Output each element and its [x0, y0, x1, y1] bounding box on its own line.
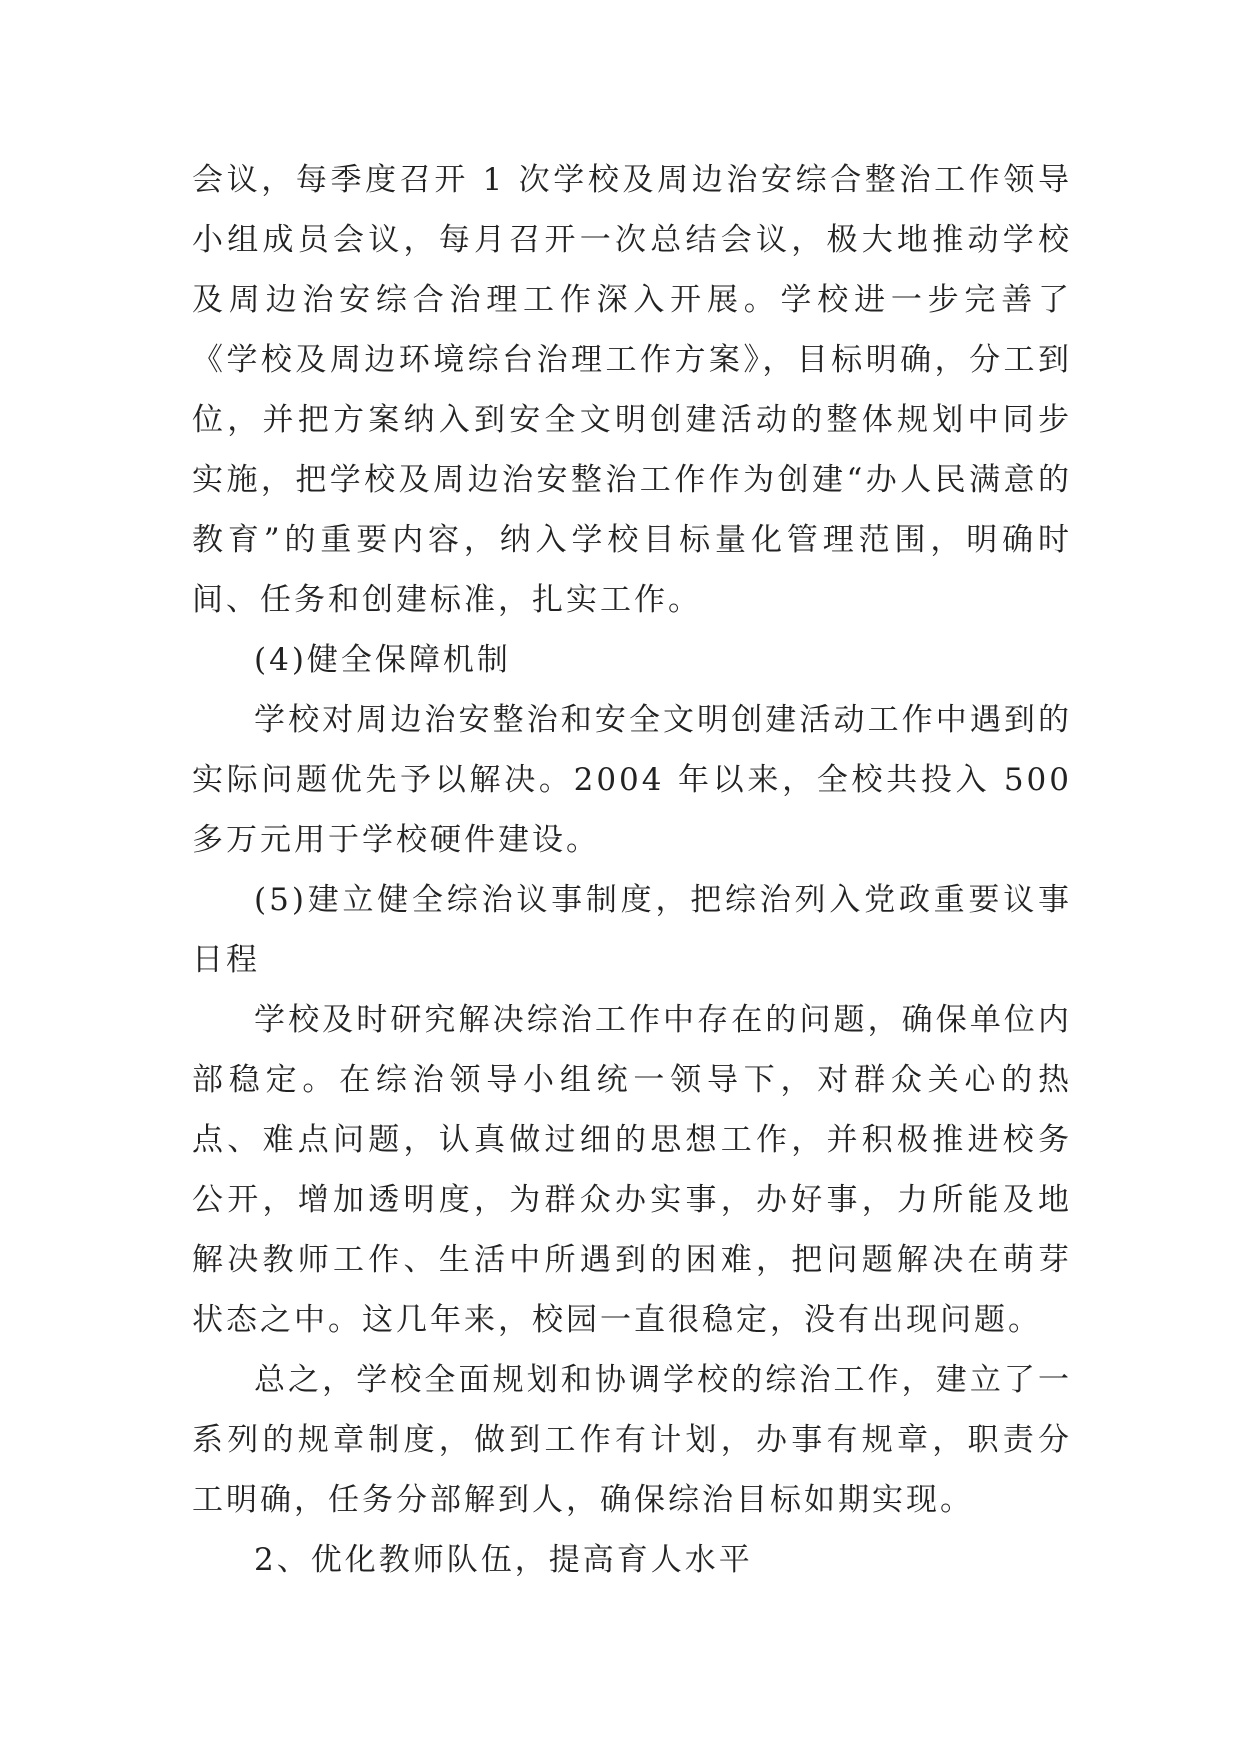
paragraph-meeting-schedule: 会议，每季度召开 1 次学校及周边治安综合整治工作领导小组成员会议，每月召开一次总结会议，极大地推动学校及周边治安综合治理工作深入开展。学校进一步完善了《学校及周边环境综台治理工作方案》，目标明确，分工到位，并把方案纳入到安全文明创建活动的整体规划中同步实施，把学校及周边治安整治工作作为创建“办人民满意的教育”的重要内容，纳入学校目标量化管理范围，明确时间、任务和创建标准，扎实工作。 — [192, 162, 1072, 618]
heading-deliberation-system: (5)建立健全综治议事制度，把综治列入党政重要议事日程 — [192, 882, 1072, 978]
heading-guarantee-mechanism: (4)健全保障机制 — [254, 642, 511, 678]
paragraph-funding: 学校对周边治安整治和安全文明创建活动工作中遇到的实际问题优先予以解决。2004 年以来，全校共投入 500 多万元用于学校硬件建设。 — [192, 702, 1072, 858]
paragraph-stability: 学校及时研究解决综治工作中存在的问题，确保单位内部稳定。在综治领导小组统一领导下，对群众关心的热点、难点问题，认真做过细的思想工作，并积极推进校务公开，增加透明度，为群众办实事，办好事，力所能及地解决教师工作、生活中所遇到的困难，把问题解决在萌芽状态之中。这几年来，校园一直很稳定，没有出现问题。 — [192, 1002, 1072, 1338]
paragraph-summary: 总之，学校全面规划和协调学校的综治工作，建立了一系列的规章制度，做到工作有计划，办事有规章，职责分工明确，任务分部解到人，确保综治目标如期实现。 — [192, 1362, 1072, 1518]
heading-teacher-team: 2、优化教师队伍，提高育人水平 — [254, 1542, 753, 1578]
document-body — [192, 150, 1072, 1590]
